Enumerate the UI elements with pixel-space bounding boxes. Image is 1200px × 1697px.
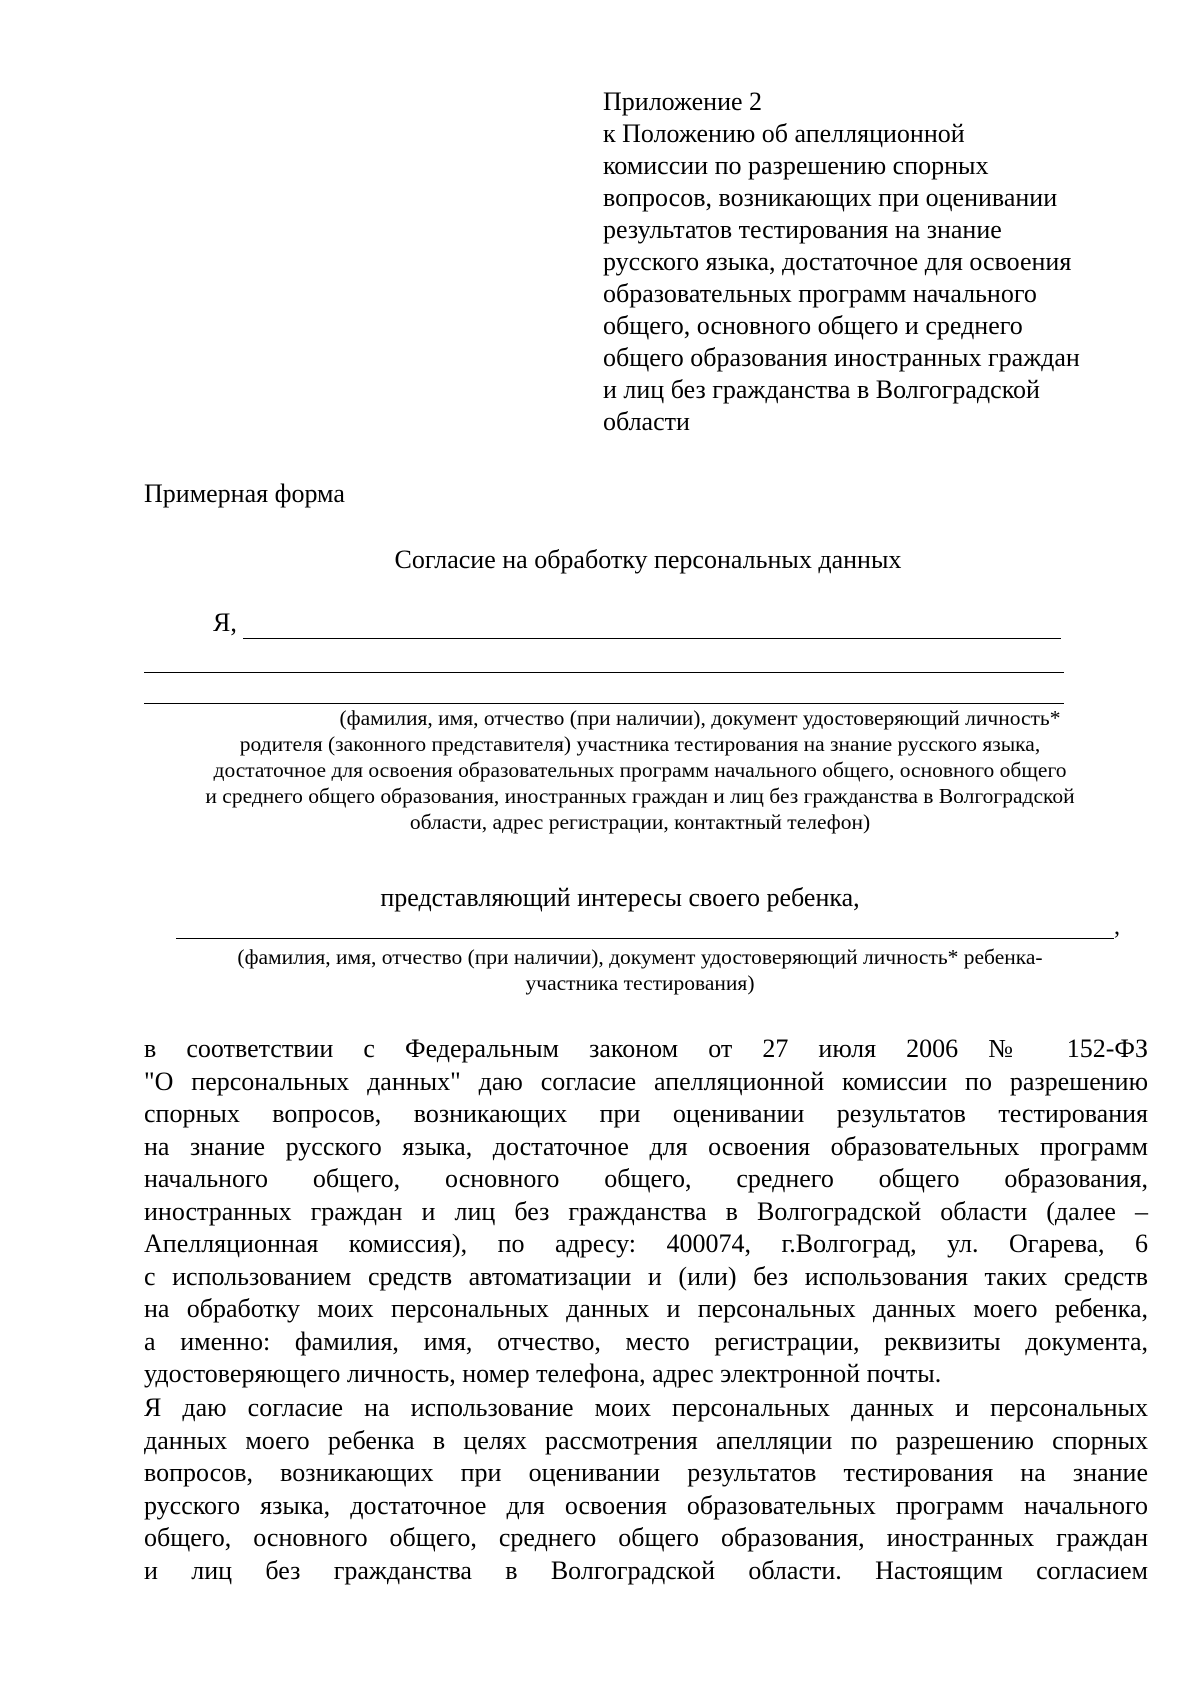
parent-details-field-2[interactable] [144, 703, 1064, 704]
appendix-header [603, 86, 1123, 438]
child-name-field[interactable] [176, 916, 1114, 939]
consent-paragraph-2 [144, 1392, 1148, 1587]
paragraph-line: на знание русского языка, достаточное для освоения образовательных программ [144, 1131, 1148, 1161]
parent-details-field-1[interactable] [144, 672, 1064, 673]
appendix-line: общего образования иностранных граждан [603, 343, 1080, 372]
paragraph-line: спорных вопросов, возникающих при оценивании результатов тестирования [144, 1099, 1148, 1128]
paragraph-line: общего, основного общего, среднего общего образования, иностранных граждан [144, 1523, 1148, 1552]
paragraph-line: Апелляционная комиссия), по адресу: 400074, г.Волгоград, ул. Огарева, 6 [144, 1229, 1148, 1258]
appendix-line: образовательных программ начального [603, 279, 1037, 308]
paragraph-line: русского языка, достаточное для освоения образовательных программ начального [144, 1490, 1148, 1520]
paragraph-line: вопросов, возникающих при оценивании результатов тестирования на знание [144, 1458, 1148, 1487]
paragraph-line: и лиц без гражданства в Волгоградской области. Настоящим согласием [144, 1555, 1148, 1585]
paragraph-line: Я даю согласие на использование моих персональных данных и персональных [144, 1393, 1148, 1422]
caption-line: области, адрес регистрации, контактный телефон) [409, 810, 871, 834]
document-title: Согласие на обработку персональных данных [394, 545, 902, 574]
paragraph-line: а именно: фамилия, имя, отчество, место регистрации, реквизиты документа, [144, 1326, 1148, 1356]
ya-prefix: Я, [213, 608, 237, 637]
parent-caption [140, 705, 1140, 835]
paragraph-line: данных моего ребенка в целях рассмотрения апелляции по разрешению спорных [144, 1425, 1148, 1455]
parent-name-field[interactable] [243, 608, 1061, 639]
caption-line: и среднего общего образования, иностранных граждан и лиц без гражданства в Волгоградской [205, 784, 1075, 808]
paragraph-line: начального общего, основного общего, среднего общего образования, [144, 1164, 1148, 1193]
paragraph-line: иностранных граждан и лиц без гражданства в Волгоградской области (далее – [144, 1196, 1148, 1226]
caption-line: участника тестирования) [525, 971, 755, 995]
child-line-comma: , [1114, 914, 1120, 940]
caption-line: родителя (законного представителя) участника тестирования на знание русского языка, [239, 732, 1041, 756]
appendix-line: и лиц без гражданства в Волгоградской [603, 375, 1040, 404]
paragraph-line: в соответствии с Федеральным законом от 27 июля 2006 № 152-ФЗ [144, 1034, 1148, 1063]
paragraph-line: на обработку моих персональных данных и персональных данных моего ребенка, [144, 1294, 1148, 1323]
form-label: Примерная форма [144, 479, 345, 508]
consent-paragraph-1 [144, 1033, 1148, 1391]
appendix-line: к Положению об апелляционной [603, 119, 965, 148]
caption-line: достаточное для освоения образовательных программ начального общего, основного общего [213, 758, 1067, 782]
appendix-line: результатов тестирования на знание [603, 215, 1002, 244]
appendix-line: комиссии по разрешению спорных [603, 151, 989, 180]
caption-line: (фамилия, имя, отчество (при наличии), документ удостоверяющий личность* [339, 706, 1061, 730]
representing-text: представляющий интересы своего ребенка, [380, 883, 860, 912]
appendix-line: русского языка, достаточное для освоения [603, 247, 1072, 276]
appendix-line: области [603, 407, 690, 436]
paragraph-line: "О персональных данных" даю согласие апелляционной комиссии по разрешению [144, 1066, 1148, 1096]
appendix-line: Приложение 2 [603, 87, 763, 116]
appendix-line: общего, основного общего и среднего [603, 311, 1023, 340]
caption-line: (фамилия, имя, отчество (при наличии), документ удостоверяющий личность* ребенка- [237, 945, 1043, 969]
paragraph-line: удостоверяющего личность, номер телефона, адрес электронной почты. [144, 1359, 942, 1388]
parent-name-line [213, 607, 1061, 639]
child-caption [140, 944, 1140, 996]
appendix-line: вопросов, возникающих при оценивании [603, 183, 1058, 212]
paragraph-line: с использованием средств автоматизации и (или) без использования таких средств [144, 1261, 1148, 1291]
